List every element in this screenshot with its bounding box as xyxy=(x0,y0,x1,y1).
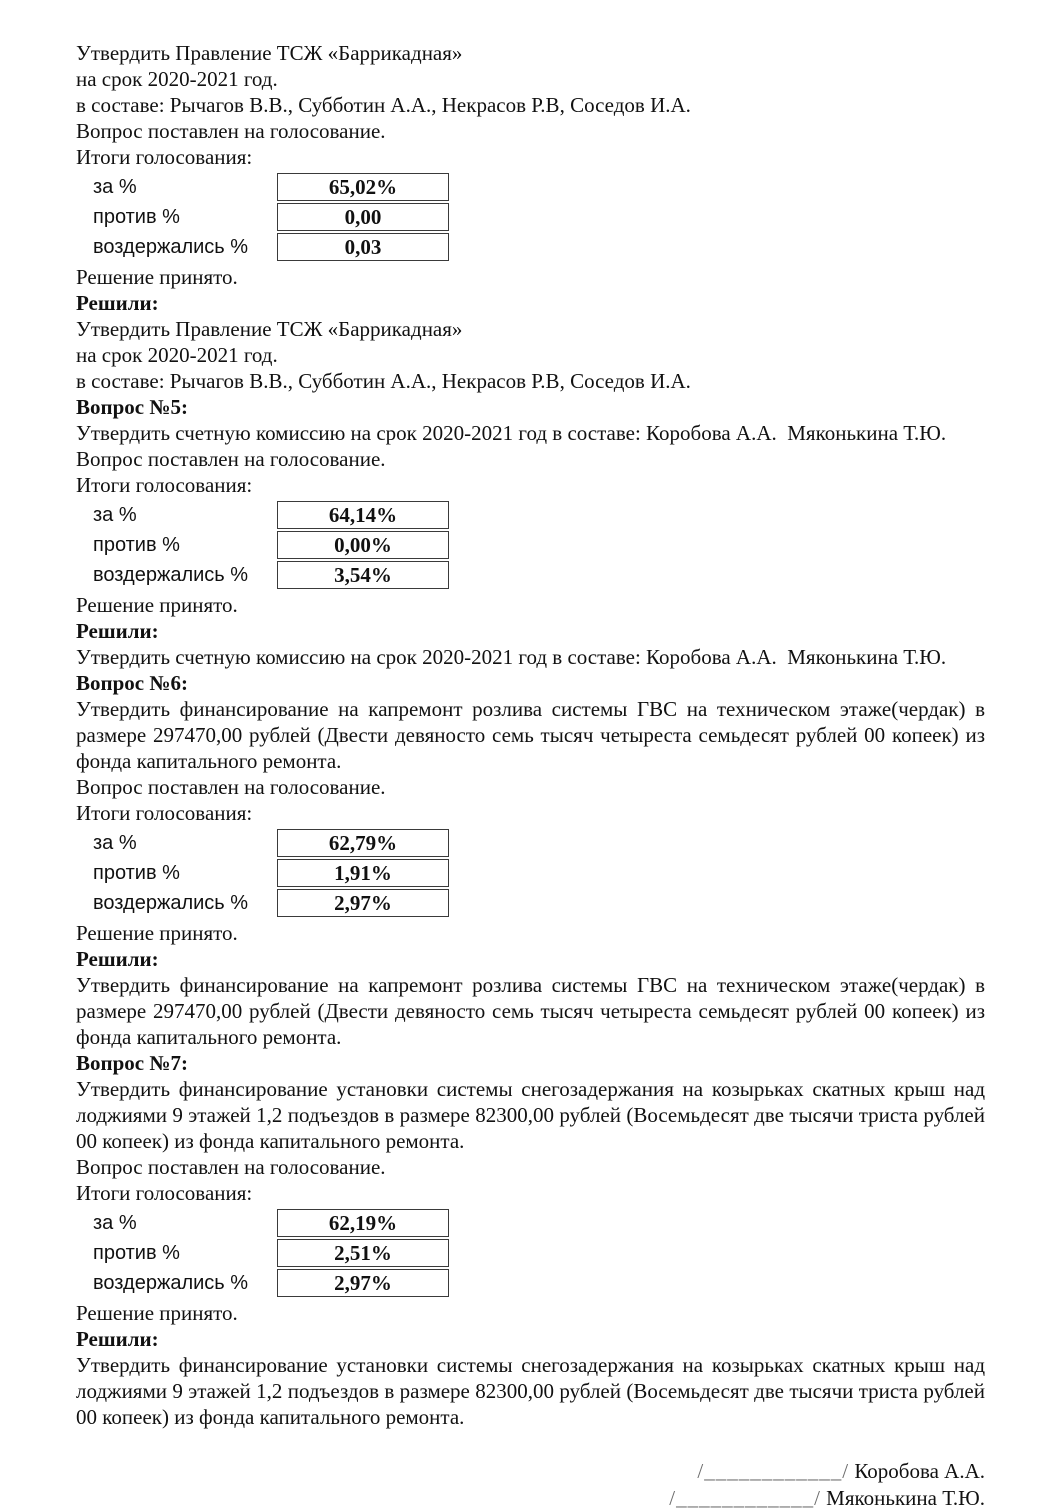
vote-results-table-q7 xyxy=(76,1209,985,1297)
question7-heading: Вопрос №7: xyxy=(76,1051,188,1075)
vote-value-for: 65,02% xyxy=(277,173,449,201)
question7-resolution-text: Утвердить финансирование установки системы снегозадержания на козырьках скатных крыш над лоджиями 9 этажей 1,2 подъездов в размере 82300,00 рублей (Восемьдесят две тысячи триста рублей 00 копеек) из фонда капитального ремонта. xyxy=(76,1353,985,1429)
board-approval-line2: на срок 2020-2021 год. xyxy=(76,343,278,367)
vote-label-against: против % xyxy=(93,862,180,884)
results-label: Итоги голосования: xyxy=(76,473,253,497)
results-label: Итоги голосования: xyxy=(76,801,253,825)
vote-put-line: Вопрос поставлен на голосование. xyxy=(76,775,386,799)
question5-resolution-text: Утвердить счетную комиссию на срок 2020-2021 год в составе: Коробова А.А. Мяконькина Т.Ю. xyxy=(76,645,947,669)
vote-label-for: за % xyxy=(93,832,137,854)
vote-label-for: за % xyxy=(93,504,137,526)
vote-label-against: против % xyxy=(93,534,180,556)
vote-value-abstained: 2,97% xyxy=(277,1269,449,1297)
vote-put-line: Вопрос поставлен на голосование. xyxy=(76,447,386,471)
signature-name: Мяконькина Т.Ю. xyxy=(820,1486,985,1510)
table-row-abstained xyxy=(76,561,985,589)
results-label: Итоги голосования: xyxy=(76,1181,253,1205)
vote-value-against: 1,91% xyxy=(277,859,449,887)
signature-blank-line: /____________/ xyxy=(697,1459,850,1483)
vote-value-for: 62,19% xyxy=(277,1209,449,1237)
signature-korobova xyxy=(76,1458,985,1485)
table-row-for xyxy=(76,829,985,857)
signature-block xyxy=(76,1458,985,1512)
vote-value-against: 2,51% xyxy=(277,1239,449,1267)
vote-label-abstained: воздержались % xyxy=(93,1272,249,1294)
board-approval-line1: Утвердить Правление ТСЖ «Баррикадная» xyxy=(76,317,463,341)
vote-value-abstained: 3,54% xyxy=(277,561,449,589)
question7-text: Утвердить финансирование установки системы снегозадержания на козырьках скатных крыш над лоджиями 9 этажей 1,2 подъездов в размере 82300,00 рублей (Восемьдесят две тысячи триста рублей 00 копеек) из фонда капитального ремонта. xyxy=(76,1077,985,1153)
signature-name: Коробова А.А. xyxy=(849,1459,985,1483)
table-row-abstained xyxy=(76,889,985,917)
board-approval-line3: в составе: Рычагов В.В., Субботин А.А., Некрасов Р.В, Соседов И.А. xyxy=(76,93,691,117)
vote-value-against: 0,00% xyxy=(277,531,449,559)
vote-results-table-q6 xyxy=(76,829,985,917)
vote-label-against: против % xyxy=(93,1242,180,1264)
question5-heading: Вопрос №5: xyxy=(76,395,188,419)
vote-put-line: Вопрос поставлен на голосование. xyxy=(76,119,386,143)
table-row-for xyxy=(76,501,985,529)
table-row-abstained xyxy=(76,1269,985,1297)
decision-made-line: Решение принято. xyxy=(76,593,238,617)
question6-resolution-text: Утвердить финансирование на капремонт розлива системы ГВС на техническом этаже(чердак) в размере 297470,00 рублей (Двести девяносто семь тысяч четыреста семьдесят рублей 00 копеек) из фонда капитального ремонта. xyxy=(76,973,985,1049)
table-row-abstained xyxy=(76,233,985,261)
decision-made-line: Решение принято. xyxy=(76,1301,238,1325)
resolved-label: Решили: xyxy=(76,619,159,643)
table-row-against xyxy=(76,859,985,887)
board-approval-line1: Утвердить Правление ТСЖ «Баррикадная» xyxy=(76,41,463,65)
signature-blank-line: /____________/ xyxy=(669,1486,821,1510)
table-row-against xyxy=(76,1239,985,1267)
question5-text: Утвердить счетную комиссию на срок 2020-2021 год в составе: Коробова А.А. Мяконькина Т.Ю. xyxy=(76,421,947,445)
vote-label-for: за % xyxy=(93,176,137,198)
question6-text: Утвердить финансирование на капремонт розлива системы ГВС на техническом этаже(чердак) в размере 297470,00 рублей (Двести девяносто семь тысяч четыреста семьдесят рублей 00 копеек) из фонда капитального ремонта. xyxy=(76,697,985,773)
question6-heading: Вопрос №6: xyxy=(76,671,188,695)
vote-label-against: против % xyxy=(93,206,180,228)
vote-value-abstained: 2,97% xyxy=(277,889,449,917)
table-row-for xyxy=(76,173,985,201)
table-row-against xyxy=(76,531,985,559)
vote-label-abstained: воздержались % xyxy=(93,564,249,586)
vote-value-for: 64,14% xyxy=(277,501,449,529)
signature-myakonkina xyxy=(76,1485,985,1512)
table-row-for xyxy=(76,1209,985,1237)
vote-results-table-q4 xyxy=(76,173,985,261)
resolved-label: Решили: xyxy=(76,1327,159,1351)
vote-value-against: 0,00 xyxy=(277,203,449,231)
vote-label-abstained: воздержались % xyxy=(93,892,249,914)
resolved-label: Решили: xyxy=(76,291,159,315)
vote-label-abstained: воздержались % xyxy=(93,236,249,258)
decision-made-line: Решение принято. xyxy=(76,265,238,289)
vote-label-for: за % xyxy=(93,1212,137,1234)
vote-value-for: 62,79% xyxy=(277,829,449,857)
vote-results-table-q5 xyxy=(76,501,985,589)
resolved-label: Решили: xyxy=(76,947,159,971)
board-approval-line2: на срок 2020-2021 год. xyxy=(76,67,278,91)
decision-made-line: Решение принято. xyxy=(76,921,238,945)
board-approval-line3: в составе: Рычагов В.В., Субботин А.А., Некрасов Р.В, Соседов И.А. xyxy=(76,369,691,393)
table-row-against xyxy=(76,203,985,231)
results-label: Итоги голосования: xyxy=(76,145,253,169)
vote-value-abstained: 0,03 xyxy=(277,233,449,261)
vote-put-line: Вопрос поставлен на голосование. xyxy=(76,1155,386,1179)
